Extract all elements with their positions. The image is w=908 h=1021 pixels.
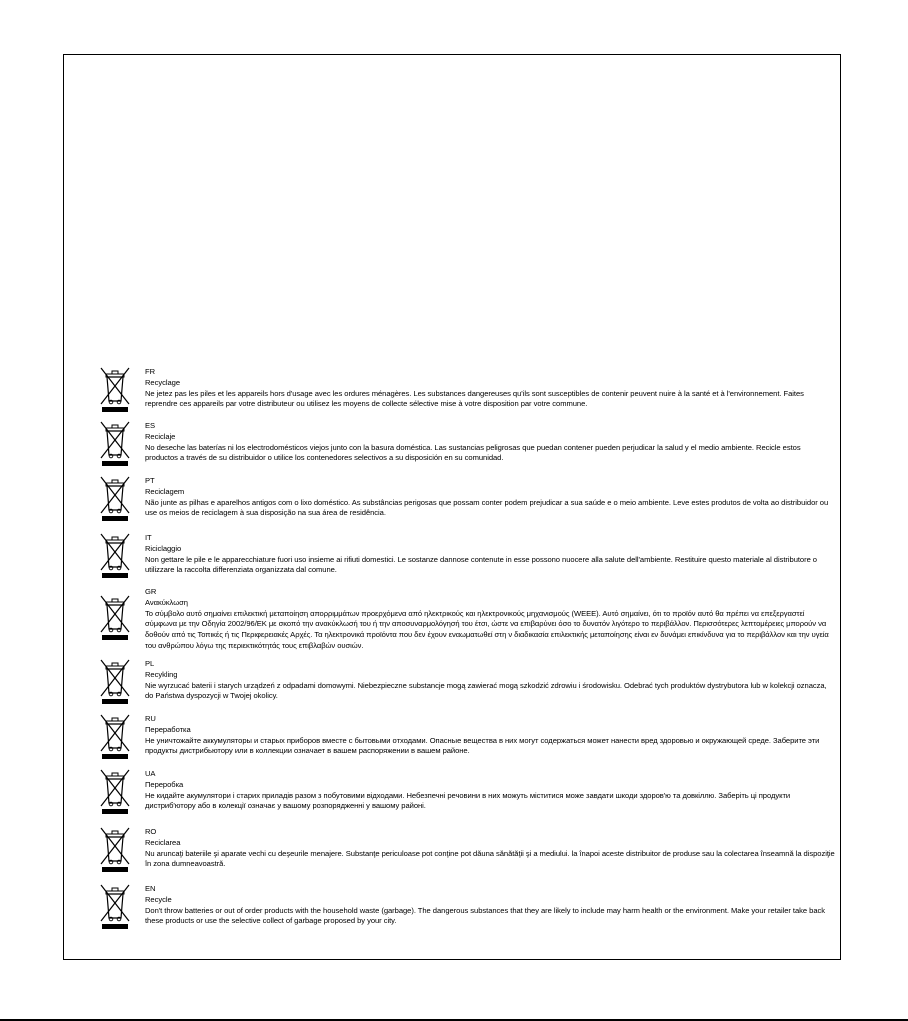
language-code: EN bbox=[145, 884, 156, 893]
section-title: Переработка bbox=[145, 724, 191, 734]
crossed-out-wheelie-bin-icon bbox=[98, 659, 132, 705]
crossed-out-wheelie-bin-icon bbox=[98, 827, 132, 873]
section-title: Reciclagem bbox=[145, 486, 185, 496]
crossed-out-wheelie-bin-icon bbox=[98, 533, 132, 579]
crossed-out-wheelie-bin-icon bbox=[98, 884, 132, 930]
crossed-out-wheelie-bin-icon bbox=[98, 367, 132, 413]
section-title: Recykling bbox=[145, 669, 178, 679]
section-title: Reciclarea bbox=[145, 837, 181, 847]
crossed-out-wheelie-bin-icon bbox=[98, 476, 132, 522]
section-body: Don't throw batteries or out of order products with the household waste (garbage). The dangerous substances that they are likely to include may harm health or the environment. Make your retailer take back these products or use the selective collect of garbage proposed by your city. bbox=[145, 905, 825, 926]
language-code: PL bbox=[145, 659, 155, 668]
section-title: Ανακύκλωση bbox=[145, 597, 188, 607]
language-code: RO bbox=[145, 827, 157, 836]
section-body: Не кидайте акумулятори і старих приладів разом з побутовими відходами. Небезпечні речовини в них можуть міститися може завдати шкоди здоров'ю та довкіллю. Заберіть ці продукти дистриб'ютору або в колекції означає у вашому розпорядженні у вашому районі. bbox=[145, 790, 791, 811]
section-body: Non gettare le pile e le apparecchiature fuori uso insieme ai rifiuti domestici. Le sostanze dannose contenute in esse possono nuocere alla salute dell'ambiente. Restituire questo materiale al distributore o utilizzare la raccolta differenziata organizzata dal comune. bbox=[145, 554, 817, 575]
section-body: Nu aruncaţi bateriile şi aparate vechi cu deşeurile menajere. Substanţe periculoase pot conţine pot dăuna sănătăţii şi a mediului. la înapoi aceste distribuitor de produse sau la colectarea înseamnă la dispoziţie în zona dumneavoastră. bbox=[145, 848, 835, 869]
section-title: Recycle bbox=[145, 894, 172, 904]
language-code: PT bbox=[145, 476, 155, 485]
language-code: GR bbox=[145, 587, 157, 596]
section-body: Не уничтожайте аккумуляторы и старых приборов вместе с бытовыми отходами. Опасные вещества в них могут содержаться может нанести вред здоровью и окружающей среде. Заберите эти продукты дистрибьютору или в коллекции означает в вашем распоряжении в вашем районе. bbox=[145, 735, 820, 756]
section-body: Nie wyrzucać baterii i starych urządzeń z odpadami domowymi. Niebezpieczne substancje mogą zawierać mogą szkodzić zdrowiu i środowisku. Odebrać tych produktów dystrybutora lub w kolekcji oznacza, do Państwa dyspozycji w Twojej okolicy. bbox=[145, 680, 827, 701]
language-code: IT bbox=[145, 533, 152, 542]
section-body: No deseche las baterías ni los electrodomésticos viejos junto con la basura doméstica. Las sustancias peligrosas que puedan contener pueden perjudicar la salud y el medio ambiente. Recicle estos productos a través de su distribuidor o utilice los contenedores selectivos a su disposición en su comunidad. bbox=[145, 442, 801, 463]
crossed-out-wheelie-bin-icon bbox=[98, 769, 132, 815]
language-code: UA bbox=[145, 769, 156, 778]
section-title: Recyclage bbox=[145, 377, 181, 387]
section-body: Não junte as pilhas e aparelhos antigos com o lixo doméstico. As substâncias perigosas que possam conter podem prejudicar a sua saúde e o meio ambiente. Leve estes produtos de volta ao distribuidor ou use os meios de reciclagem à sua disposição na sua área de residência. bbox=[145, 497, 829, 518]
section-title: Переробка bbox=[145, 779, 184, 789]
language-code: RU bbox=[145, 714, 156, 723]
crossed-out-wheelie-bin-icon bbox=[98, 714, 132, 760]
language-code: ES bbox=[145, 421, 156, 430]
section-body: Το σύμβολο αυτό σημαίνει επιλεκτική μεταποίηση απορριμμάτων προερχόμενα από ηλεκτρικούς και ηλεκτρονικούς μηχανισμούς (WEEE). Αυτό σημαίνει, ότι το προϊόν αυτό θα πρέπει να επεξεργαστεί σύμφωνα με την Οδηγία 2002/96/ΕΚ με σκοπό την ανακύκλωσή του ή την αποσυναρμολόγησή του έτσι, ώστε να επιβαρύνει όσο το δυνατόν λιγότερο το περιβάλλον. Περισσότερες λεπτομέρειες μπορούν να δοθούν από τις Τοπικές ή τις Περιφερειακές Αρχές. Τα ηλεκτρονικά προϊόντα που δεν έχουν εναωματωθεί στη ν διαδικασία επιλεκτικής μεταποίησης είναι εν δυνάμει επικίνδυνα για το περιβάλλον και την υγεία του ανθρώπου λόγω της περιεκτικότητάς τους επιβλαβών ουσιών. bbox=[145, 608, 829, 650]
section-title: Riciclaggio bbox=[145, 543, 182, 553]
crossed-out-wheelie-bin-icon bbox=[98, 595, 132, 641]
crossed-out-wheelie-bin-icon bbox=[98, 421, 132, 467]
section-title: Reciclaje bbox=[145, 431, 176, 441]
section-body: Ne jetez pas les piles et les appareils hors d'usage avec les ordures ménagères. Les substances dangereuses qu'ils sont susceptibles de contenir peuvent nuire à la santé et à l'environnement. Faites reprendre ces appareils par votre distributeur ou utilisez les moyens de collecte sélective mise à votre disposition par votre commune. bbox=[145, 388, 804, 409]
language-code: FR bbox=[145, 367, 156, 376]
